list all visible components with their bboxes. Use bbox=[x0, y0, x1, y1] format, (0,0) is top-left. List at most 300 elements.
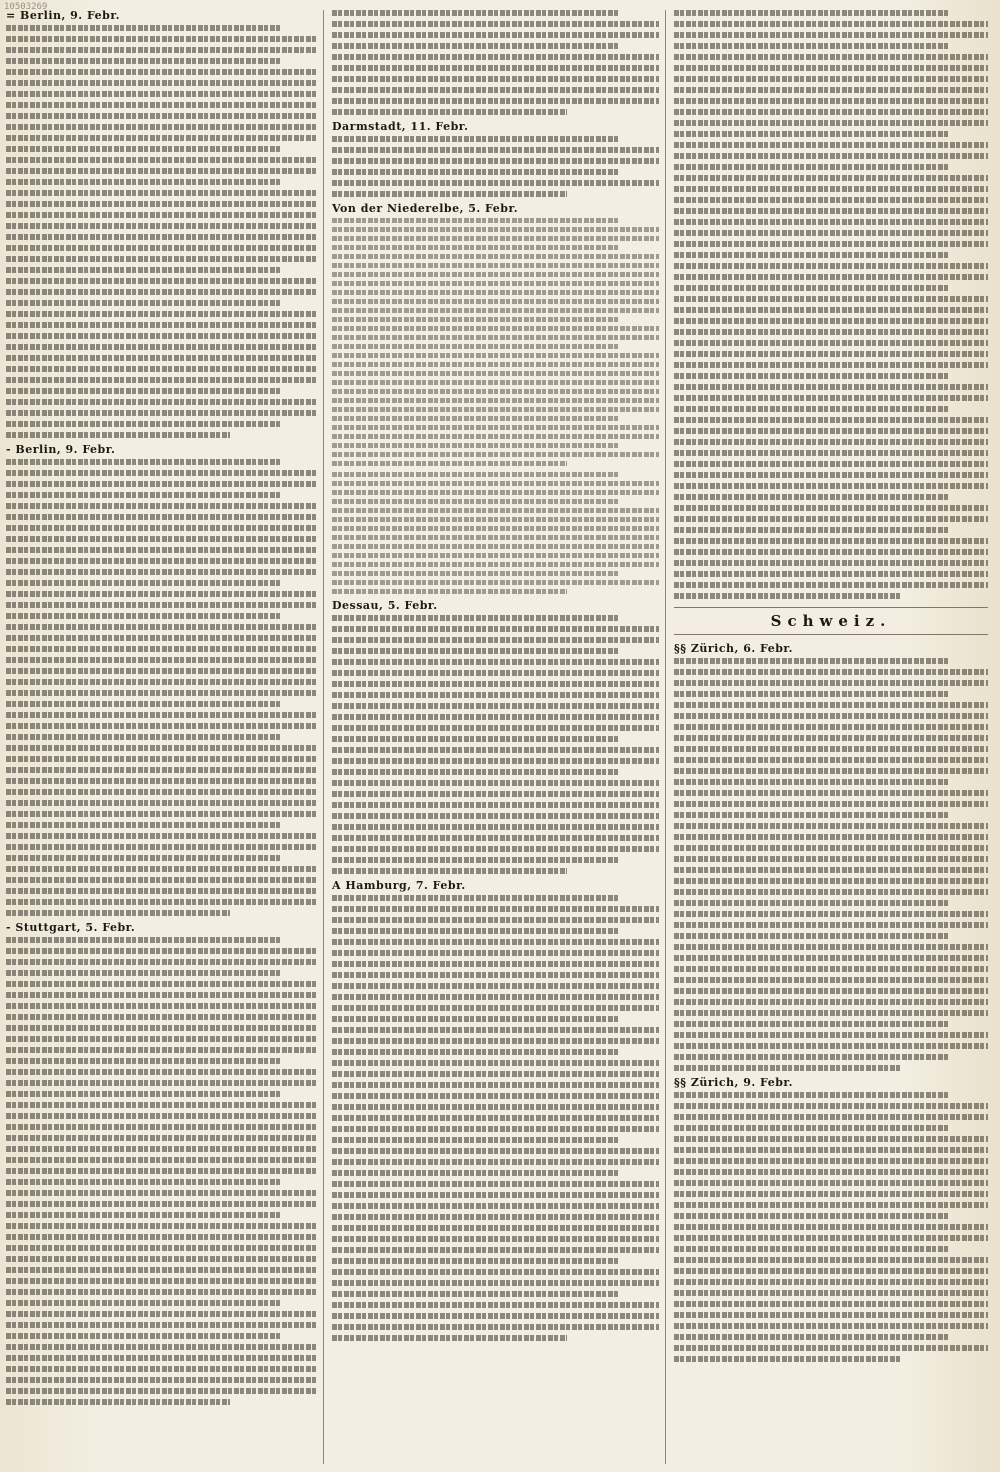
text-line bbox=[332, 824, 659, 830]
text-line bbox=[674, 351, 988, 357]
text-line bbox=[6, 410, 317, 416]
text-line bbox=[6, 1201, 317, 1207]
text-line bbox=[6, 278, 317, 284]
text-line bbox=[674, 1235, 988, 1241]
text-line bbox=[6, 1223, 317, 1229]
dateline: Dessau, 5. Febr. bbox=[332, 599, 438, 613]
text-line bbox=[674, 845, 988, 851]
text-line bbox=[332, 87, 659, 93]
text-line bbox=[674, 977, 988, 983]
text-line bbox=[332, 290, 659, 295]
text-line bbox=[6, 877, 317, 883]
text-line bbox=[6, 1234, 317, 1240]
text-line bbox=[674, 296, 988, 302]
text-line bbox=[674, 669, 988, 675]
text-line bbox=[332, 659, 659, 665]
text-line bbox=[6, 1278, 317, 1284]
column-left bbox=[6, 10, 324, 1464]
text-line bbox=[674, 1345, 988, 1351]
text-line bbox=[6, 1212, 280, 1218]
text-line bbox=[332, 1302, 659, 1308]
text-line bbox=[6, 1322, 317, 1328]
text-line bbox=[6, 569, 317, 575]
article-darmstadt bbox=[332, 121, 659, 197]
text-line bbox=[674, 1092, 950, 1098]
text-line bbox=[332, 857, 620, 863]
text-line bbox=[6, 668, 317, 674]
text-line bbox=[332, 571, 620, 576]
text-line bbox=[332, 1071, 659, 1077]
text-line bbox=[6, 1190, 317, 1196]
text-line bbox=[674, 867, 988, 873]
text-line bbox=[674, 87, 988, 93]
text-line bbox=[674, 878, 988, 884]
text-line bbox=[674, 988, 988, 994]
text-line bbox=[6, 267, 280, 273]
text-line bbox=[332, 939, 659, 945]
archive-stamp: 10503269 bbox=[4, 2, 48, 12]
text-line bbox=[6, 492, 280, 498]
text-line bbox=[674, 889, 988, 895]
text-line bbox=[6, 1047, 317, 1053]
text-line bbox=[6, 212, 317, 218]
text-line bbox=[674, 1290, 988, 1296]
text-line bbox=[674, 812, 950, 818]
text-line bbox=[6, 844, 317, 850]
text-line bbox=[6, 745, 317, 751]
text-line bbox=[332, 490, 659, 495]
text-line bbox=[332, 508, 659, 513]
text-line bbox=[674, 1356, 900, 1362]
text-line bbox=[332, 245, 620, 250]
text-line bbox=[6, 36, 317, 42]
article-text bbox=[332, 472, 659, 594]
text-line bbox=[332, 1192, 659, 1198]
text-line bbox=[332, 1236, 659, 1242]
article-zurich-1 bbox=[674, 643, 988, 1071]
text-line bbox=[6, 822, 280, 828]
article-stuttgart bbox=[6, 922, 317, 1405]
text-line bbox=[332, 281, 659, 286]
text-line bbox=[332, 835, 659, 841]
text-line bbox=[332, 791, 659, 797]
text-line bbox=[6, 470, 317, 476]
text-line bbox=[674, 461, 988, 467]
text-line bbox=[6, 635, 317, 641]
text-line bbox=[6, 245, 317, 251]
text-line bbox=[6, 701, 280, 707]
text-line bbox=[674, 120, 988, 126]
text-line bbox=[674, 417, 988, 423]
text-line bbox=[332, 136, 620, 142]
text-line bbox=[332, 158, 659, 164]
text-line bbox=[6, 959, 317, 965]
text-line bbox=[332, 191, 567, 197]
text-line bbox=[6, 833, 317, 839]
text-line bbox=[6, 459, 280, 465]
text-line bbox=[6, 300, 280, 306]
text-line bbox=[6, 503, 317, 509]
text-line bbox=[332, 928, 620, 934]
text-line bbox=[332, 317, 620, 322]
text-line bbox=[332, 308, 659, 313]
text-line bbox=[332, 443, 620, 448]
text-line bbox=[332, 416, 620, 421]
article-text bbox=[674, 658, 988, 1071]
text-line bbox=[332, 626, 659, 632]
text-line bbox=[674, 10, 950, 16]
text-line bbox=[332, 972, 659, 978]
text-line bbox=[332, 692, 659, 698]
text-line bbox=[674, 856, 988, 862]
text-line bbox=[6, 1311, 317, 1317]
text-line bbox=[674, 76, 988, 82]
text-line bbox=[332, 589, 567, 594]
text-line bbox=[674, 274, 988, 280]
text-line bbox=[332, 452, 659, 457]
text-line bbox=[674, 1169, 988, 1175]
text-line bbox=[332, 1324, 659, 1330]
text-line bbox=[332, 169, 620, 175]
text-line bbox=[674, 768, 988, 774]
text-line bbox=[674, 944, 988, 950]
text-line bbox=[6, 1036, 317, 1042]
text-line bbox=[6, 91, 317, 97]
text-line bbox=[332, 562, 659, 567]
dateline: - Stuttgart, 5. Febr. bbox=[6, 921, 136, 935]
text-line bbox=[6, 1256, 317, 1262]
text-line bbox=[332, 906, 659, 912]
text-line bbox=[332, 747, 659, 753]
text-line bbox=[6, 767, 317, 773]
text-line bbox=[6, 657, 317, 663]
text-line bbox=[6, 558, 317, 564]
text-line bbox=[332, 98, 659, 104]
text-line bbox=[332, 398, 659, 403]
text-line bbox=[6, 157, 317, 163]
text-line bbox=[332, 254, 659, 259]
text-line bbox=[332, 227, 659, 232]
text-line bbox=[332, 371, 659, 376]
text-line bbox=[332, 681, 659, 687]
article-text bbox=[6, 937, 317, 1405]
text-line bbox=[332, 1137, 620, 1143]
text-line bbox=[674, 1180, 988, 1186]
text-line bbox=[332, 535, 659, 540]
text-line bbox=[6, 712, 317, 718]
text-line bbox=[6, 1102, 317, 1108]
text-line bbox=[332, 714, 659, 720]
text-line bbox=[674, 1021, 950, 1027]
text-line bbox=[6, 602, 317, 608]
text-line bbox=[6, 970, 280, 976]
text-line bbox=[674, 691, 950, 697]
text-line bbox=[332, 461, 567, 466]
text-line bbox=[6, 168, 317, 174]
text-line bbox=[332, 813, 659, 819]
text-line bbox=[6, 1333, 280, 1339]
text-line bbox=[674, 230, 988, 236]
text-line bbox=[332, 472, 620, 477]
text-line bbox=[6, 1245, 317, 1251]
text-line bbox=[332, 1214, 659, 1220]
text-line bbox=[6, 888, 317, 894]
text-line bbox=[674, 362, 988, 368]
text-line bbox=[332, 580, 659, 585]
text-line bbox=[6, 525, 317, 531]
text-line bbox=[6, 1267, 317, 1273]
text-line bbox=[674, 285, 950, 291]
text-line bbox=[6, 613, 280, 619]
text-line bbox=[674, 1147, 988, 1153]
text-line bbox=[332, 1170, 620, 1176]
text-line bbox=[6, 547, 317, 553]
text-line bbox=[332, 526, 659, 531]
article-text bbox=[6, 459, 317, 916]
text-line bbox=[332, 868, 567, 874]
dateline: Darmstadt, 11. Febr. bbox=[332, 120, 469, 133]
text-line bbox=[674, 1054, 950, 1060]
text-line bbox=[6, 333, 317, 339]
text-line bbox=[674, 779, 950, 785]
article-text bbox=[332, 615, 659, 874]
text-line bbox=[332, 1280, 659, 1286]
text-line bbox=[674, 186, 988, 192]
text-line bbox=[674, 142, 988, 148]
text-line bbox=[674, 527, 950, 533]
article-text bbox=[6, 25, 317, 438]
text-line bbox=[332, 362, 659, 367]
text-line bbox=[6, 80, 317, 86]
text-line bbox=[332, 1093, 659, 1099]
text-line bbox=[332, 109, 567, 115]
text-line bbox=[332, 43, 620, 49]
text-line bbox=[674, 153, 988, 159]
text-line bbox=[674, 43, 950, 49]
text-line bbox=[6, 910, 230, 916]
text-line bbox=[6, 1289, 317, 1295]
text-line bbox=[6, 234, 317, 240]
text-line bbox=[332, 1104, 659, 1110]
text-line bbox=[6, 800, 317, 806]
text-line bbox=[332, 499, 620, 504]
article-hamburg bbox=[332, 880, 659, 1341]
text-line bbox=[674, 560, 988, 566]
text-line bbox=[332, 263, 659, 268]
text-line bbox=[332, 1126, 659, 1132]
text-line bbox=[674, 900, 950, 906]
text-line bbox=[6, 855, 280, 861]
article-address bbox=[332, 472, 659, 594]
text-line bbox=[674, 318, 988, 324]
text-line bbox=[6, 311, 317, 317]
text-line bbox=[674, 1246, 950, 1252]
article-text bbox=[674, 1092, 988, 1362]
article-berlin-1 bbox=[6, 10, 317, 438]
text-line bbox=[6, 179, 280, 185]
text-line bbox=[6, 1146, 317, 1152]
text-line bbox=[332, 335, 659, 340]
text-line bbox=[6, 1366, 317, 1372]
text-line bbox=[332, 54, 659, 60]
text-line bbox=[332, 1082, 659, 1088]
text-line bbox=[674, 1191, 988, 1197]
text-line bbox=[674, 373, 950, 379]
text-line bbox=[6, 102, 317, 108]
text-line bbox=[674, 428, 988, 434]
dateline: Von der Niederelbe, 5. Febr. bbox=[332, 202, 519, 216]
columns bbox=[6, 10, 994, 1464]
text-line bbox=[674, 54, 988, 60]
text-line bbox=[674, 966, 988, 972]
column-right bbox=[674, 10, 994, 1464]
article-zurich-2 bbox=[674, 1077, 988, 1362]
text-line bbox=[674, 1312, 988, 1318]
text-line bbox=[674, 1103, 988, 1109]
text-line bbox=[6, 937, 280, 943]
text-line bbox=[6, 25, 280, 31]
text-line bbox=[6, 113, 317, 119]
text-line bbox=[674, 713, 988, 719]
text-line bbox=[674, 790, 988, 796]
text-line bbox=[6, 1377, 317, 1383]
text-line bbox=[674, 483, 988, 489]
text-line bbox=[332, 1258, 620, 1264]
text-line bbox=[674, 208, 988, 214]
text-line bbox=[332, 1005, 659, 1011]
text-line bbox=[6, 1179, 280, 1185]
text-line bbox=[6, 58, 280, 64]
text-line bbox=[6, 981, 317, 987]
text-line bbox=[6, 146, 280, 152]
text-line bbox=[674, 1301, 988, 1307]
text-line bbox=[674, 834, 988, 840]
text-line bbox=[6, 399, 317, 405]
text-line bbox=[6, 1113, 317, 1119]
text-line bbox=[674, 911, 988, 917]
text-line bbox=[674, 1323, 988, 1329]
text-line bbox=[6, 190, 317, 196]
text-line bbox=[674, 1065, 900, 1071]
text-line bbox=[6, 47, 317, 53]
text-line bbox=[332, 961, 659, 967]
text-line bbox=[332, 725, 659, 731]
text-line bbox=[6, 591, 317, 597]
text-line bbox=[6, 1388, 317, 1394]
text-line bbox=[332, 1148, 659, 1154]
text-line bbox=[674, 472, 988, 478]
text-line bbox=[6, 1355, 317, 1361]
text-line bbox=[6, 866, 317, 872]
text-line bbox=[332, 425, 659, 430]
text-line bbox=[6, 899, 317, 905]
article-dessau bbox=[332, 600, 659, 874]
text-line bbox=[332, 344, 620, 349]
dateline: = Berlin, 9. Febr. bbox=[6, 10, 120, 22]
text-line bbox=[332, 326, 659, 331]
text-line bbox=[674, 1114, 988, 1120]
text-line bbox=[332, 1335, 567, 1341]
text-line bbox=[6, 355, 317, 361]
text-line bbox=[674, 1158, 988, 1164]
text-line bbox=[332, 1159, 659, 1165]
text-line bbox=[674, 933, 950, 939]
text-line bbox=[6, 1157, 317, 1163]
text-line bbox=[674, 406, 950, 412]
text-line bbox=[674, 582, 988, 588]
text-line bbox=[674, 1213, 950, 1219]
article-text bbox=[674, 10, 988, 599]
text-line bbox=[332, 1247, 659, 1253]
text-line bbox=[6, 1344, 317, 1350]
text-line bbox=[332, 950, 659, 956]
text-line bbox=[6, 811, 317, 817]
text-line bbox=[6, 756, 317, 762]
text-line bbox=[674, 98, 988, 104]
text-line bbox=[6, 1003, 317, 1009]
text-line bbox=[332, 917, 659, 923]
text-line bbox=[674, 746, 988, 752]
text-line bbox=[332, 1038, 659, 1044]
text-line bbox=[332, 10, 620, 16]
column-middle bbox=[332, 10, 666, 1464]
text-line bbox=[6, 69, 317, 75]
text-line bbox=[332, 994, 659, 1000]
text-line bbox=[6, 948, 317, 954]
text-line bbox=[6, 1135, 317, 1141]
text-line bbox=[674, 1334, 950, 1340]
text-line bbox=[332, 736, 620, 742]
text-line bbox=[674, 241, 988, 247]
text-line bbox=[674, 175, 988, 181]
text-line bbox=[332, 407, 659, 412]
text-line bbox=[6, 344, 317, 350]
text-line bbox=[6, 778, 317, 784]
text-line bbox=[674, 1224, 988, 1230]
text-line bbox=[332, 1060, 659, 1066]
text-line bbox=[674, 1268, 988, 1274]
text-line bbox=[332, 553, 659, 558]
text-line bbox=[6, 734, 280, 740]
text-line bbox=[332, 380, 659, 385]
text-line bbox=[674, 801, 988, 807]
text-line bbox=[6, 646, 317, 652]
text-line bbox=[6, 201, 317, 207]
text-line bbox=[6, 481, 317, 487]
text-line bbox=[6, 690, 317, 696]
text-line bbox=[332, 758, 659, 764]
text-line bbox=[6, 1025, 317, 1031]
text-line bbox=[6, 1300, 280, 1306]
text-line bbox=[674, 384, 988, 390]
text-line bbox=[674, 757, 988, 763]
text-line bbox=[6, 388, 280, 394]
text-line bbox=[6, 1058, 280, 1064]
text-line bbox=[332, 218, 620, 223]
section-title-schweiz: Schweiz. bbox=[674, 607, 988, 635]
text-line bbox=[6, 514, 317, 520]
text-line bbox=[332, 434, 659, 439]
text-line bbox=[332, 1049, 620, 1055]
text-line bbox=[674, 263, 988, 269]
text-line bbox=[332, 983, 659, 989]
text-line bbox=[332, 1225, 659, 1231]
dateline: §§ Zürich, 6. Febr. bbox=[674, 642, 794, 655]
text-line bbox=[674, 516, 988, 522]
text-line bbox=[332, 236, 659, 241]
text-line bbox=[674, 131, 950, 137]
text-line bbox=[6, 1091, 280, 1097]
